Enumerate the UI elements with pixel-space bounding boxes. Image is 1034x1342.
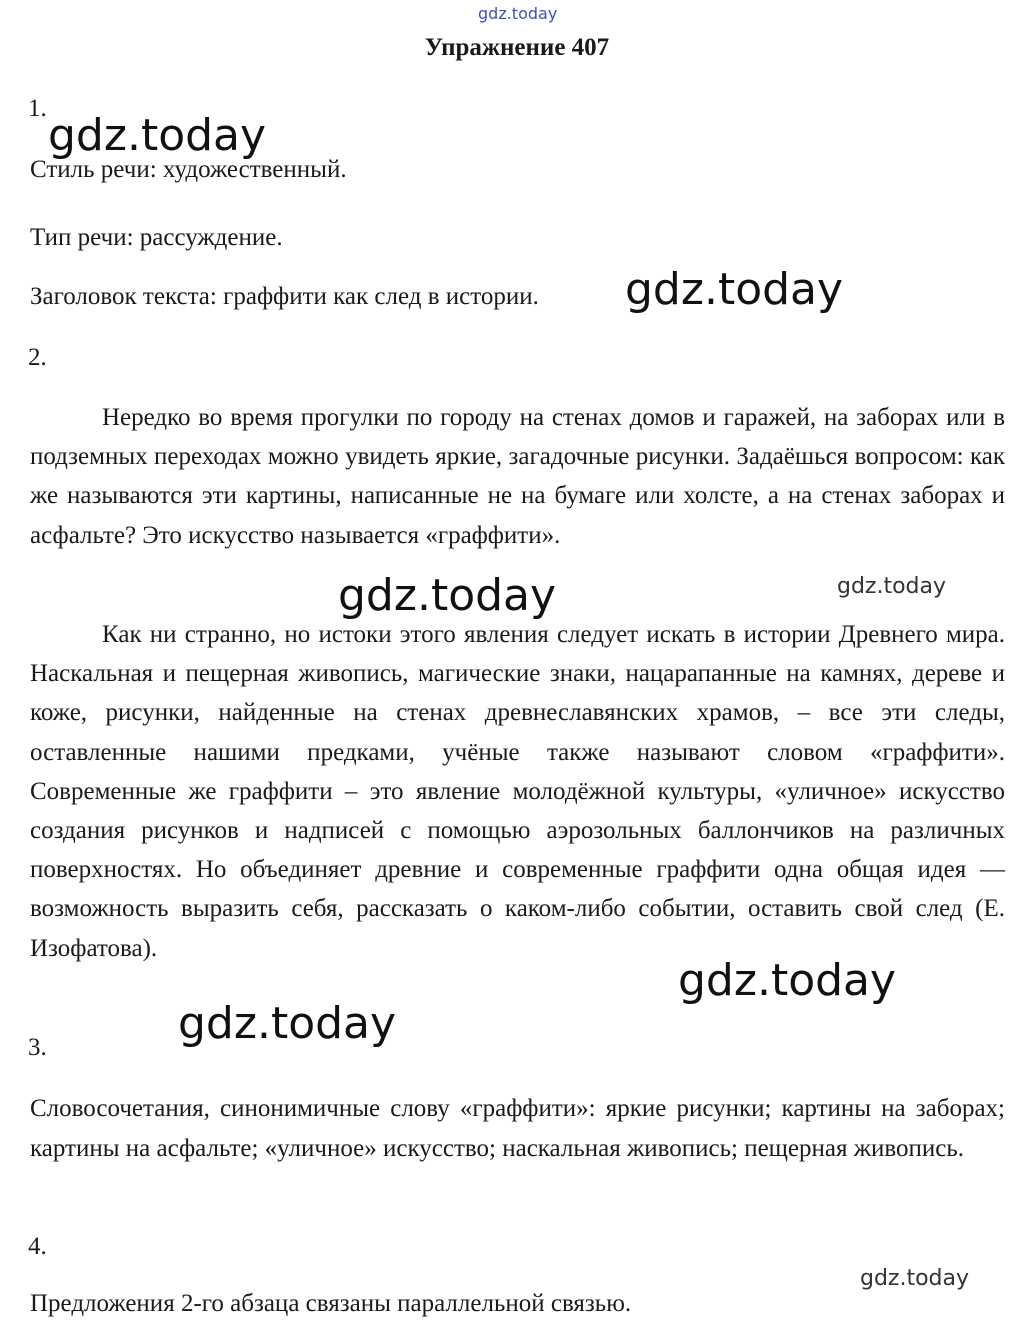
text-heading: Заголовок текста: граффити как след в истории. [30, 283, 539, 310]
watermark-6: gdz.today [178, 998, 397, 1049]
watermark-2: gdz.today [625, 264, 844, 315]
page-title: Упражнение 407 [424, 34, 610, 61]
watermark-1: gdz.today [48, 110, 267, 161]
section-4-number: 4. [28, 1233, 47, 1260]
section-2-paragraph-1: Нередко во время прогулки по городу на стенах домов и гаражей, на заборах или в подземных переходах можно увидеть яркие, загадочные рисунки. Задаёшься вопросом: как же называются эти картины, написанные не на бумаге или холсте, а на стенах заборах и асфальте? Это искусство называется «граффити». [30, 404, 1005, 549]
section-2-paragraph-2: Как ни странно, но истоки этого явления следует искать в истории Древнего мира. Наскальная и пещерная живопись, магические знаки, нацарапанные на камнях, дереве и коже, рисунки, найденные на стенах древнеславянских храмов, – все эти следы, оставленные нашими предками, учёные также называют словом «граффити». Современные же граффити – это явление молодёжной культуры, «уличное» искусство создания рисунков и надписей с помощью аэрозольных баллончиков на различных поверхностях. Но объединяет древние и современные граффити одна общая идея — возможность выразить себя, рассказать о каком-либо событии, оставить свой след (Е. Изофатова). [30, 621, 1005, 962]
watermark-3: gdz.today [837, 574, 947, 599]
section-1-number: 1. [28, 95, 47, 122]
watermark-7: gdz.today [860, 1266, 970, 1291]
section-2-number: 2. [28, 344, 47, 371]
section-3-number: 3. [28, 1034, 47, 1061]
speech-style: Стиль речи: художественный. [30, 156, 347, 183]
watermark-5: gdz.today [678, 955, 897, 1006]
watermark-4: gdz.today [338, 570, 557, 621]
section-3-text: Словосочетания, синонимичные слову «граффити»: яркие рисунки; картины на заборах; картины на асфальте; «уличное» искусство; наскальная живопись; пещерная живопись. [30, 1095, 1005, 1162]
watermark-top: gdz.today [478, 4, 558, 23]
section-4-text: Предложения 2-го абзаца связаны параллельной связью. [30, 1290, 632, 1317]
speech-type: Тип речи: рассуждение. [30, 224, 283, 251]
